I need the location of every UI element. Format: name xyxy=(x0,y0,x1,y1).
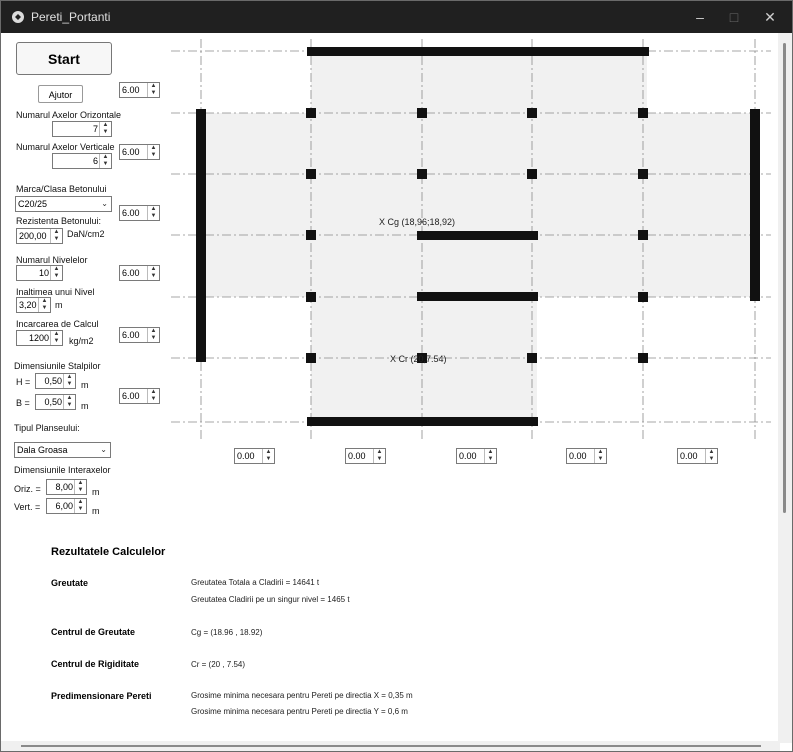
incarcare-unit: kg/m2 xyxy=(69,336,94,346)
greutate-nivel-text: Greutatea Cladirii pe un singur nivel = 1465 t xyxy=(191,595,350,604)
niveluri-value: 10 xyxy=(38,268,49,278)
axe-verticale-value: 6 xyxy=(92,156,98,166)
cr-marker-label: X Cr (20,7.54) xyxy=(390,354,447,364)
row-spacing-value: 6.00 xyxy=(122,208,140,218)
row-spacing-value: 6.00 xyxy=(122,268,140,278)
h-stepper[interactable] xyxy=(35,373,76,389)
col-spacing-value: 0.00 xyxy=(459,451,477,461)
rezistenta-value: 200,00 xyxy=(19,231,47,241)
spin-arrows-icon[interactable]: ▲ ▼ xyxy=(74,480,86,494)
start-button[interactable]: Start xyxy=(16,42,112,75)
spin-arrows-icon[interactable]: ▲ ▼ xyxy=(147,145,159,159)
col-spacing-stepper[interactable] xyxy=(456,448,497,464)
vert-stepper[interactable] xyxy=(46,498,87,514)
col-spacing-stepper[interactable] xyxy=(345,448,386,464)
vert-unit: m xyxy=(92,506,100,516)
b-stepper[interactable] xyxy=(35,394,76,410)
spin-arrows-icon[interactable]: ▲ ▼ xyxy=(147,389,159,403)
col-spacing-value: 0.00 xyxy=(569,451,587,461)
niveluri-label: Numarul Nivelelor xyxy=(16,255,88,265)
beton-label: Marca/Clasa Betonului xyxy=(16,184,107,194)
incarcare-label: Incarcarea de Calcul xyxy=(16,319,99,329)
cg-text: Cg = (18.96 , 18.92) xyxy=(191,628,263,637)
spin-arrows-icon[interactable]: ▲ ▼ xyxy=(38,298,50,312)
cg-marker-label: X Cg (18,96;18,92) xyxy=(379,217,456,227)
col-spacing-stepper[interactable] xyxy=(234,448,275,464)
b-unit: m xyxy=(81,401,89,411)
chevron-down-icon: ⌄ xyxy=(101,199,108,208)
greutate-total-text: Greutatea Totala a Cladirii = 14641 t xyxy=(191,578,320,587)
greutate-heading: Greutate xyxy=(51,578,89,588)
spin-arrows-icon[interactable]: ▲ ▼ xyxy=(147,328,159,342)
results-title: Rezultatele Calculelor xyxy=(51,546,166,558)
rezistenta-unit: DaN/cm2 xyxy=(67,229,105,239)
col-spacing-value: 0.00 xyxy=(237,451,255,461)
vertical-scrollbar[interactable] xyxy=(778,33,792,743)
spin-arrows-icon[interactable]: ▲ ▼ xyxy=(147,206,159,220)
row-spacing-stepper[interactable] xyxy=(119,327,160,343)
spin-arrows-icon[interactable]: ▲ ▼ xyxy=(262,449,274,463)
grosime-y-text: Grosime minima necesara pentru Pereti pe directia Y = 0,6 m xyxy=(191,707,408,716)
spin-arrows-icon[interactable]: ▲ ▼ xyxy=(99,154,111,168)
oriz-value: 8,00 xyxy=(55,482,73,492)
maximize-button[interactable]: □ xyxy=(729,9,739,25)
stalpi-label: Dimensiunile Stalpilor xyxy=(14,361,101,371)
spin-arrows-icon[interactable]: ▲ ▼ xyxy=(50,266,62,280)
title-bar xyxy=(1,1,792,33)
window-title: Pereti_Portanti xyxy=(31,10,111,24)
interaxe-label: Dimensiunile Interaxelor xyxy=(14,465,111,475)
spin-arrows-icon[interactable]: ▲ ▼ xyxy=(63,395,75,409)
spin-arrows-icon[interactable]: ▲ ▼ xyxy=(50,331,62,345)
ajutor-button[interactable]: Ajutor xyxy=(38,85,83,103)
cr-heading: Centrul de Rigiditate xyxy=(51,659,140,669)
structural-plan xyxy=(171,39,771,439)
b-value: 0,50 xyxy=(44,397,62,407)
col-spacing-value: 0.00 xyxy=(680,451,698,461)
oriz-unit: m xyxy=(92,487,100,497)
col-spacing-stepper[interactable] xyxy=(677,448,718,464)
axe-orizontale-value: 7 xyxy=(92,124,98,134)
spin-arrows-icon[interactable]: ▲ ▼ xyxy=(147,83,159,97)
grosime-x-text: Grosime minima necesara pentru Pereti pe directia X = 0,35 m xyxy=(191,691,413,700)
spin-arrows-icon[interactable]: ▲ ▼ xyxy=(99,122,111,136)
incarcare-stepper[interactable] xyxy=(16,330,63,346)
horizontal-scroll-thumb[interactable] xyxy=(21,745,761,747)
row-spacing-stepper[interactable] xyxy=(119,205,160,221)
b-label: B = xyxy=(16,398,30,408)
inaltime-label: Inaltimea unui Nivel xyxy=(16,287,95,297)
chevron-down-icon: ⌄ xyxy=(100,445,107,454)
beton-value: C20/25 xyxy=(18,199,48,209)
row-spacing-value: 6.00 xyxy=(122,330,140,340)
inaltime-stepper[interactable] xyxy=(16,297,51,313)
oriz-stepper[interactable] xyxy=(46,479,87,495)
planseu-value: Dala Groasa xyxy=(17,445,68,455)
axe-orizontale-label: Numarul Axelor Orizontale xyxy=(16,110,122,120)
spin-arrows-icon[interactable]: ▲ ▼ xyxy=(594,449,606,463)
row-spacing-stepper[interactable] xyxy=(119,265,160,281)
horizontal-scrollbar[interactable] xyxy=(1,741,780,751)
spin-arrows-icon[interactable]: ▲ ▼ xyxy=(63,374,75,388)
row-spacing-stepper[interactable] xyxy=(119,388,160,404)
cr-text: Cr = (20 , 7.54) xyxy=(191,660,246,669)
minimize-button[interactable]: – xyxy=(696,9,704,25)
rezistenta-label: Rezistenta Betonului: xyxy=(16,216,102,226)
inaltime-value: 3,20 xyxy=(19,300,37,310)
cg-heading: Centrul de Greutate xyxy=(51,627,136,637)
h-value: 0,50 xyxy=(44,376,62,386)
row-spacing-value: 6.00 xyxy=(122,391,140,401)
spin-arrows-icon[interactable]: ▲ ▼ xyxy=(373,449,385,463)
axe-orizontale-stepper[interactable] xyxy=(52,121,112,137)
close-button[interactable]: ✕ xyxy=(764,9,776,25)
app-icon xyxy=(11,10,25,24)
axe-verticale-stepper[interactable] xyxy=(52,153,112,169)
row-spacing-stepper[interactable] xyxy=(119,144,160,160)
rezistenta-stepper[interactable] xyxy=(16,228,63,244)
vert-value: 6,00 xyxy=(55,501,73,511)
predimensionare-heading: Predimensionare Pereti xyxy=(51,691,152,701)
spin-arrows-icon[interactable]: ▲ ▼ xyxy=(147,266,159,280)
row-spacing-stepper[interactable] xyxy=(119,82,160,98)
vertical-scroll-thumb[interactable] xyxy=(783,43,786,513)
h-label: H = xyxy=(16,377,31,387)
row-spacing-value: 6.00 xyxy=(122,147,140,157)
niveluri-stepper[interactable] xyxy=(16,265,63,281)
spin-arrows-icon[interactable]: ▲ ▼ xyxy=(50,229,62,243)
planseu-select[interactable] xyxy=(14,442,111,458)
spin-arrows-icon[interactable]: ▲ ▼ xyxy=(484,449,496,463)
row-spacing-value: 6.00 xyxy=(122,85,140,95)
col-spacing-stepper[interactable] xyxy=(566,448,607,464)
axe-verticale-label: Numarul Axelor Verticale xyxy=(16,142,115,152)
oriz-label: Oriz. = xyxy=(14,484,41,494)
h-unit: m xyxy=(81,380,89,390)
col-spacing-value: 0.00 xyxy=(348,451,366,461)
beton-select[interactable] xyxy=(15,196,112,212)
incarcare-value: 1200 xyxy=(28,333,49,343)
spin-arrows-icon[interactable]: ▲ ▼ xyxy=(74,499,86,513)
spin-arrows-icon[interactable]: ▲ ▼ xyxy=(705,449,717,463)
inaltime-unit: m xyxy=(55,300,63,310)
planseu-label: Tipul Planseului: xyxy=(14,423,80,433)
vert-label: Vert. = xyxy=(14,502,41,512)
